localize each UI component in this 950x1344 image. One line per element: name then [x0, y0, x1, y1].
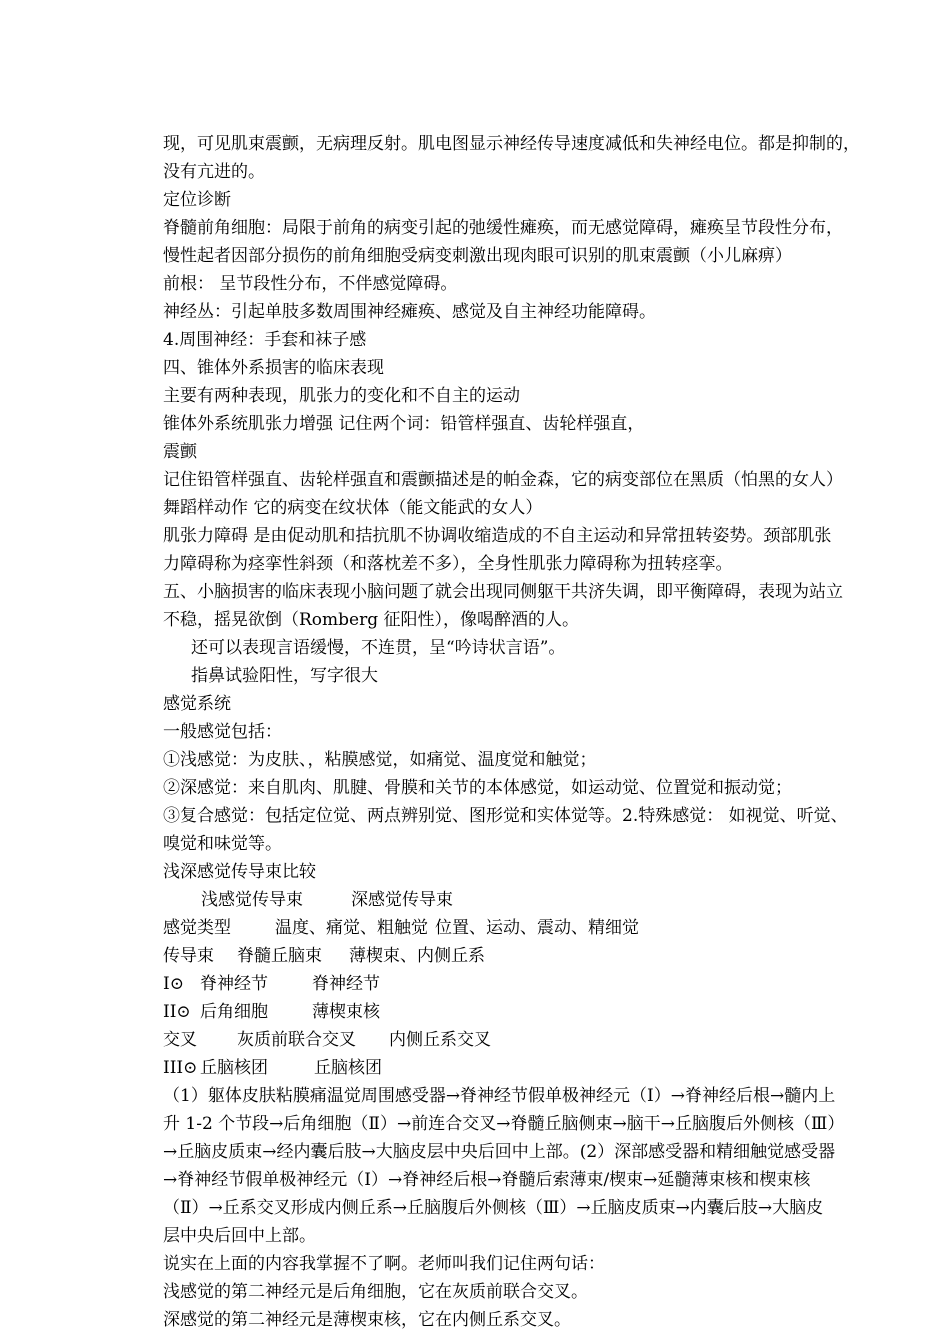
text-line: 不稳，摇晃欲倒（Romberg 征阳性），像喝醉酒的人。 — [163, 610, 580, 630]
text-line: 锥体外系统肌张力增强 记住两个词：铅管样强直、齿轮样强直， — [163, 414, 645, 434]
text-line: ③复合感觉：包括定位觉、两点辨别觉、图形觉和实体觉等。2.特殊感觉： 如视觉、听觉、 — [163, 806, 848, 826]
table-row — [163, 1026, 911, 1054]
text-line: ②深感觉：来自肌肉、肌腱、骨膜和关节的本体感觉，如运动觉、位置觉和振动觉； — [163, 778, 792, 798]
table-cell: 丘脑核团 — [314, 1058, 382, 1078]
text-line: →丘脑皮质束→经内囊后肢→大脑皮层中央后回中上部。(2）深部感受器和精细触觉感受器 — [163, 1142, 836, 1162]
text-line: 震颤 — [163, 442, 197, 462]
table-cell: 后角细胞 — [200, 1002, 268, 1022]
section-heading: 感觉系统 — [163, 694, 231, 714]
table-cell: 脊髓丘脑束 — [237, 946, 322, 966]
text-line: 深感觉的第二神经元是薄楔束核，它在内侧丘系交叉。 — [163, 1310, 571, 1330]
table-cell: 丘脑核团 — [200, 1058, 268, 1078]
table-cell: 内侧丘系交叉 — [389, 1030, 491, 1050]
text-line: 还可以表现言语缓慢，不连贯，呈“吟诗状言语”。 — [191, 638, 566, 658]
table-cell: III⊙ — [163, 1058, 198, 1078]
text-line: 舞蹈样动作 它的病变在纹状体（能文能武的女人） — [163, 498, 543, 518]
text-line: 一般感觉包括： — [163, 722, 282, 742]
text-line: 4.周围神经：手套和袜子感 — [163, 330, 367, 350]
table-cell: 温度、痛觉、粗触觉 — [275, 918, 428, 938]
table-cell: 脊神经节 — [312, 974, 380, 994]
table-cell: 位置、运动、震动、精细觉 — [435, 918, 639, 938]
text-line: 慢性起者因部分损伤的前角细胞受病变刺激出现肉眼可识别的肌束震颤（小儿麻痹） — [163, 246, 792, 266]
text-line: 记住铅管样强直、齿轮样强直和震颤描述是的帕金森，它的病变部位在黑质（怕黑的女人） — [163, 470, 843, 490]
table-cell: 薄楔束、内侧丘系 — [349, 946, 485, 966]
text-line: →脊神经节假单极神经元（I）→脊神经后根→脊髓后索薄束/楔束→延髓薄束核和楔束核 — [163, 1170, 811, 1190]
table-cell: 传导束 — [163, 946, 214, 966]
section-heading: 定位诊断 — [163, 190, 231, 210]
text-line: 说实在上面的内容我掌握不了啊。老师叫我们记住两句话： — [163, 1254, 605, 1274]
table-header-cell: 深感觉传导束 — [351, 890, 453, 910]
table-row — [163, 942, 911, 970]
table-cell: 脊神经节 — [200, 974, 268, 994]
text-line: 指鼻试验阳性，写字很大 — [191, 666, 378, 686]
table-cell: II⊙ — [163, 1002, 191, 1022]
text-line: 神经丛：引起单肢多数周围神经瘫痪、感觉及自主神经功能障碍。 — [163, 302, 656, 322]
table-row — [163, 970, 911, 998]
text-line: 力障碍称为痉挛性斜颈（和落枕差不多），全身性肌张力障碍称为扭转痉挛。 — [163, 554, 733, 574]
section-heading: 五、小脑损害的临床表现小脑问题了就会出现同侧躯干共济失调，即平衡障碍，表现为站立 — [163, 582, 843, 602]
table-cell: I⊙ — [163, 974, 184, 994]
text-line: 脊髓前角细胞：局限于前角的病变引起的弛缓性瘫痪，而无感觉障碍，瘫痪呈节段性分布， — [163, 218, 843, 238]
table-cell: 薄楔束核 — [312, 1002, 380, 1022]
text-line: 肌张力障碍 是由促动肌和拮抗肌不协调收缩造成的不自主运动和异常扭转姿势。颈部肌张 — [163, 526, 832, 546]
table-row — [163, 998, 911, 1026]
document-body — [163, 130, 911, 1334]
table-cell: 交叉 — [163, 1030, 197, 1050]
text-line: 嗅觉和味觉等。 — [163, 834, 282, 854]
text-line: 主要有两种表现，肌张力的变化和不自主的运动 — [163, 386, 520, 406]
table-header-row — [163, 886, 911, 914]
text-line: ①浅感觉：为皮肤、，粘膜感觉，如痛觉、温度觉和触觉； — [163, 750, 597, 770]
text-line: （1）躯体皮肤粘膜痛温觉周围感受器→脊神经节假单极神经元（I）→脊神经后根→髓内上 — [163, 1086, 836, 1106]
text-line: （Ⅱ）→丘系交叉形成内侧丘系→丘脑腹后外侧核（Ⅲ）→丘脑皮质束→内囊后肢→大脑皮 — [163, 1198, 824, 1218]
table-cell: 感觉类型 — [163, 918, 231, 938]
text-line: 层中央后回中上部。 — [163, 1226, 316, 1246]
table-row — [163, 914, 911, 942]
section-heading: 四、锥体外系损害的临床表现 — [163, 358, 384, 378]
text-line: 前根： 呈节段性分布，不伴感觉障碍。 — [163, 274, 458, 294]
table-cell: 灰质前联合交叉 — [237, 1030, 356, 1050]
text-line: 升 1-2 个节段→后角细胞（Ⅱ）→前连合交叉→脊髓丘脑侧束→脑干→丘脑腹后外侧核（Ⅲ） — [163, 1114, 845, 1134]
table-row — [163, 1054, 911, 1082]
table-header-cell: 浅感觉传导束 — [201, 890, 303, 910]
table-caption: 浅深感觉传导束比较 — [163, 862, 316, 882]
text-line: 现，可见肌束震颤，无病理反射。肌电图显示神经传导速度减低和失神经电位。都是抑制的， — [163, 134, 860, 154]
text-line: 浅感觉的第二神经元是后角细胞，它在灰质前联合交叉。 — [163, 1282, 588, 1302]
text-line: 没有亢进的。 — [163, 162, 265, 182]
table-header-spacer — [163, 886, 201, 914]
